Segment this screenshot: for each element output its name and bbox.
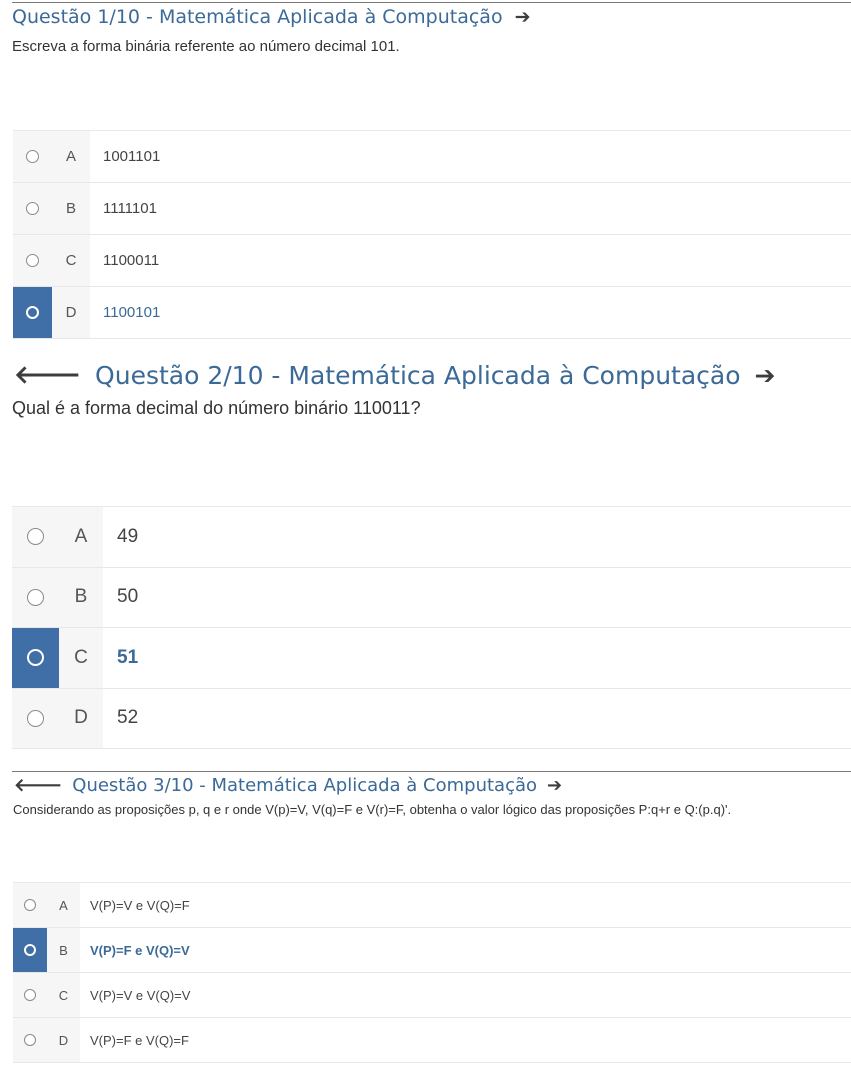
radio-icon[interactable] (24, 899, 36, 911)
question-1-prompt: Escreva a forma binária referente ao número decimal 101. (12, 38, 400, 55)
prev-arrow-icon[interactable]: 🡐 (14, 775, 63, 796)
option-b[interactable] (13, 183, 851, 235)
option-letter: A (47, 883, 80, 927)
option-a[interactable] (13, 131, 851, 183)
question-2-options (12, 506, 851, 749)
question-2-prompt: Qual é a forma decimal do número binário 110011? (12, 398, 421, 418)
radio-selected-icon[interactable] (24, 944, 36, 956)
option-letter: D (59, 689, 103, 749)
option-letter: B (59, 568, 103, 628)
next-arrow-icon[interactable]: ➔ (514, 6, 531, 28)
option-letter: A (59, 507, 103, 567)
option-b[interactable] (12, 568, 851, 629)
question-2-title: Questão 2/10 - Matemática Aplicada à Computação (95, 360, 741, 390)
option-letter: C (52, 235, 90, 286)
option-letter: D (47, 1018, 80, 1062)
option-a[interactable] (13, 883, 851, 928)
option-c[interactable] (12, 628, 851, 689)
question-1-title: Questão 1/10 - Matemática Aplicada à Computação (12, 6, 503, 28)
option-c[interactable] (13, 235, 851, 287)
option-letter: B (47, 928, 80, 972)
option-text: V(P)=V e V(Q)=V (80, 973, 851, 1017)
question-1-options (13, 130, 851, 339)
question-3-divider (12, 771, 851, 772)
next-arrow-icon[interactable]: ➔ (547, 775, 563, 796)
radio-icon[interactable] (24, 989, 36, 1001)
option-b[interactable] (13, 928, 851, 973)
prev-arrow-icon[interactable]: 🡐 (14, 360, 82, 389)
radio-icon[interactable] (27, 589, 44, 606)
radio-icon[interactable] (27, 710, 44, 727)
radio-icon[interactable] (26, 202, 39, 215)
option-c[interactable] (13, 973, 851, 1018)
option-d[interactable] (12, 689, 851, 750)
option-text: 1100011 (90, 235, 851, 286)
radio-icon[interactable] (24, 1034, 36, 1046)
top-divider (12, 2, 851, 3)
option-text: V(P)=V e V(Q)=F (80, 883, 851, 927)
option-text: 50 (103, 568, 851, 628)
option-letter: A (52, 131, 90, 182)
option-letter: B (52, 183, 90, 234)
radio-icon[interactable] (26, 150, 39, 163)
option-letter: D (52, 287, 90, 338)
question-2-header (14, 360, 775, 390)
option-d[interactable] (13, 1018, 851, 1063)
option-text: V(P)=F e V(Q)=V (80, 928, 851, 972)
option-letter: C (59, 628, 103, 688)
question-1-header (12, 6, 531, 28)
option-text: 51 (103, 628, 851, 688)
option-letter: C (47, 973, 80, 1017)
option-text: 49 (103, 507, 851, 567)
option-text: 52 (103, 689, 851, 749)
option-a[interactable] (12, 507, 851, 568)
radio-selected-icon[interactable] (26, 306, 39, 319)
question-3-options (13, 882, 851, 1063)
question-3-prompt: Considerando as proposições p, q e r onde V(p)=V, V(q)=F e V(r)=F, obtenha o valor lógico das proposições P:q+r e Q:(p.q)'. (13, 802, 732, 817)
radio-selected-icon[interactable] (27, 649, 44, 666)
option-text: V(P)=F e V(Q)=F (80, 1018, 851, 1062)
question-3-title: Questão 3/10 - Matemática Aplicada à Computação (72, 775, 538, 796)
radio-icon[interactable] (27, 528, 44, 545)
next-arrow-icon[interactable]: ➔ (754, 360, 776, 390)
option-text: 1100101 (90, 287, 851, 338)
option-text: 1001101 (90, 131, 851, 182)
option-text: 1111101 (90, 183, 851, 234)
question-3-header (14, 775, 562, 796)
radio-icon[interactable] (26, 254, 39, 267)
option-d[interactable] (13, 287, 851, 339)
